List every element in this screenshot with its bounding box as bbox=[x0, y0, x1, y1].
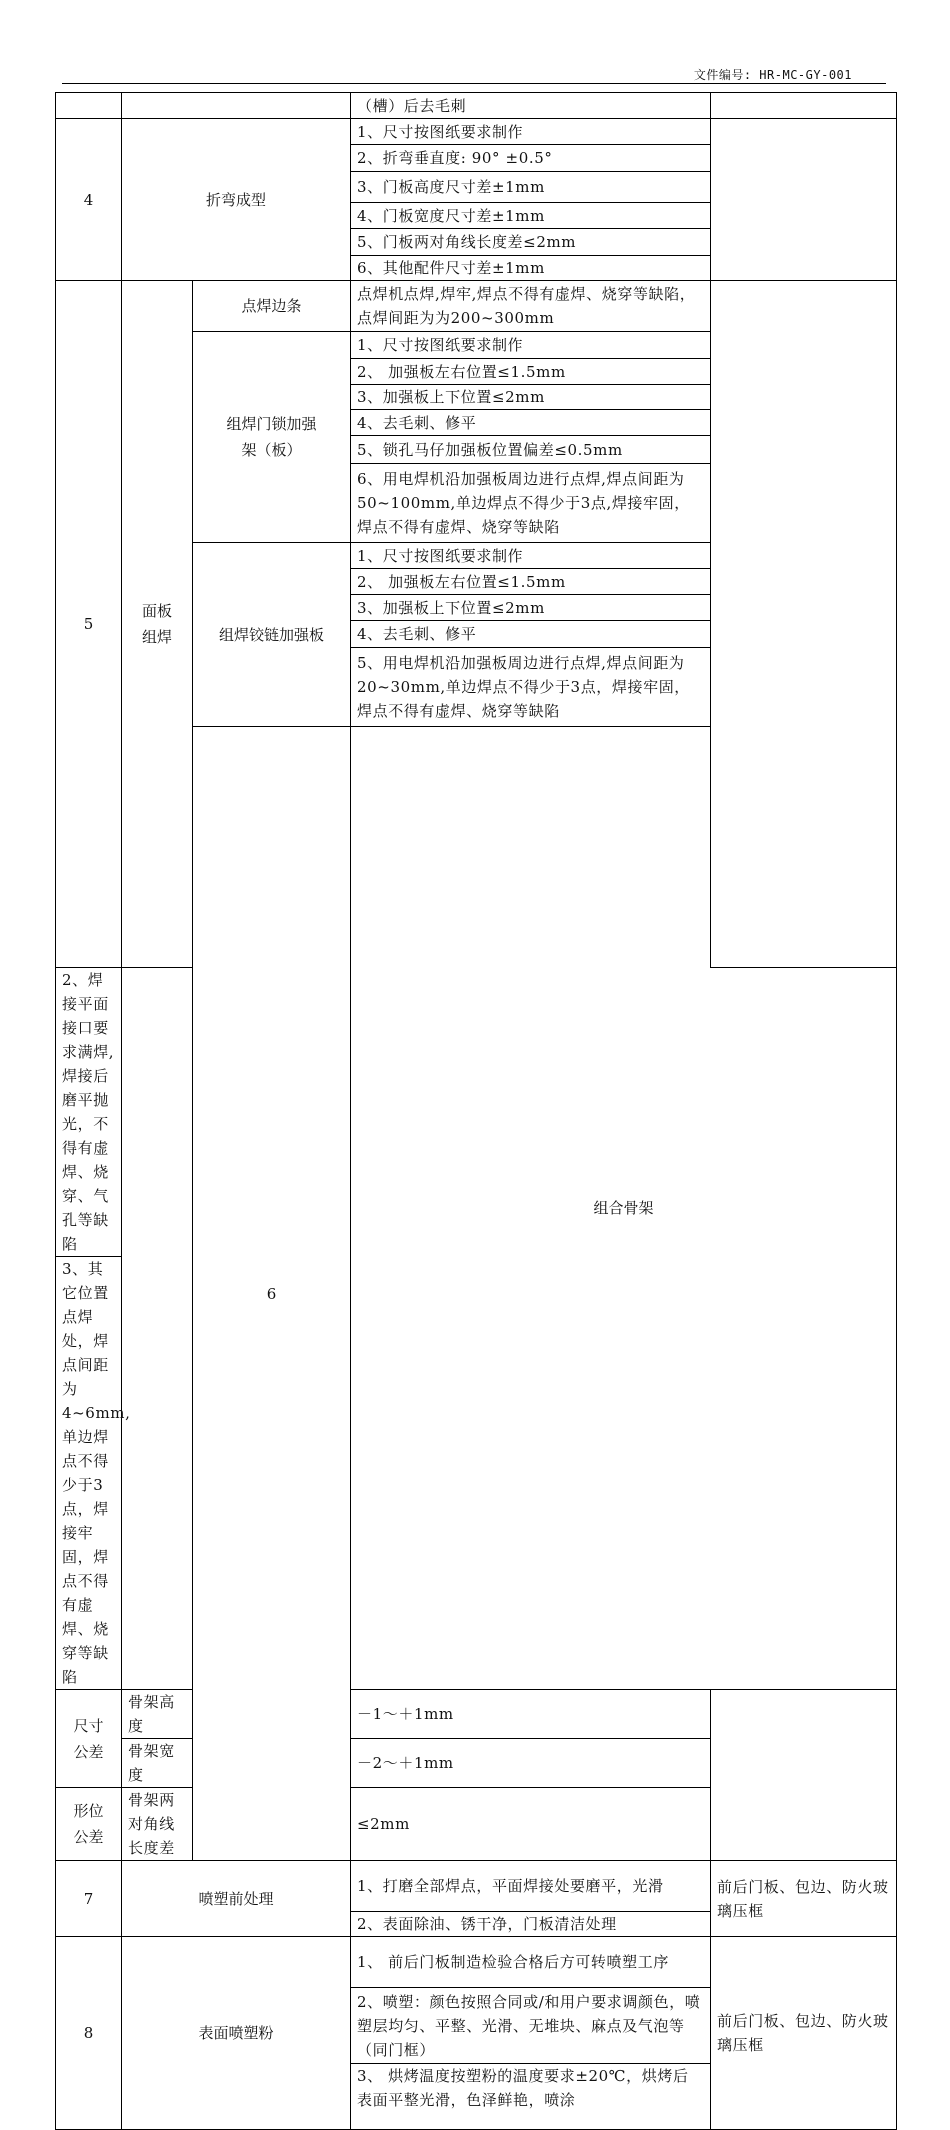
table-row bbox=[56, 93, 897, 119]
table-row bbox=[56, 1861, 897, 1912]
note-cell: 前后门板、包边、防火玻璃压框 bbox=[711, 1937, 897, 2130]
requirement-cell: 1、尺寸按图纸要求制作 bbox=[351, 332, 711, 359]
no-cell: 8 bbox=[56, 1937, 122, 2130]
requirement-cell: 2、 加强板左右位置≤1.5mm bbox=[351, 569, 711, 595]
requirement-cell: 1、尺寸按图纸要求制作 bbox=[351, 543, 711, 569]
requirement-cell: 2、表面除油、锈干净，门板清洁处理 bbox=[351, 1912, 711, 1937]
requirement-cell: 5、用电焊机沿加强板周边进行点焊,焊点间距为20~30mm,单边焊点不得少于3点，焊接牢固，焊点不得有虚焊、烧穿等缺陷 bbox=[351, 648, 711, 727]
requirement-cell: （槽）后去毛刺 bbox=[351, 93, 711, 119]
tolerance-value-cell: ≤2mm bbox=[351, 1788, 711, 1861]
process-cell: 折弯成型 bbox=[122, 119, 351, 281]
note-cell bbox=[711, 93, 897, 119]
document-number: 文件编号: HR-MC-GY-001 bbox=[693, 68, 852, 82]
requirement-cell: 3、加强板上下位置≤2mm bbox=[351, 595, 711, 621]
no-cell: 6 bbox=[193, 727, 351, 1861]
requirement-cell: 4、门板宽度尺寸差±1mm bbox=[351, 203, 711, 229]
no-cell: 4 bbox=[56, 119, 122, 281]
table-row bbox=[56, 119, 897, 145]
requirement-cell: 4、去毛刺、修平 bbox=[351, 410, 711, 436]
tolerance-item-cell: 骨架高度 bbox=[122, 1690, 193, 1739]
requirement-cell: 3、其它位置点焊处，焊点间距为4~6mm,单边焊点不得少于3点，焊接牢固，焊点不得有虚焊、烧穿等缺陷 bbox=[56, 1257, 122, 1690]
tolerance-value-cell: －2～＋1mm bbox=[351, 1739, 711, 1788]
requirement-cell: 3、加强板上下位置≤2mm bbox=[351, 385, 711, 410]
tolerance-type-label: 形位公差 bbox=[73, 1802, 104, 1846]
tolerance-type-cell bbox=[56, 1788, 122, 1861]
requirement-cell: 6、用电焊机沿加强板周边进行点焊,焊点间距为50~100mm,单边焊点不得少于3点,焊接牢固，焊点不得有虚焊、烧穿等缺陷 bbox=[351, 464, 711, 543]
requirement-cell: 5、锁孔马仔加强板位置偏差≤0.5mm bbox=[351, 436, 711, 464]
no-cell: 5 bbox=[56, 281, 122, 968]
tolerance-item-cell: 骨架两对角线长度差 bbox=[122, 1788, 193, 1861]
process-spec-table bbox=[55, 92, 897, 2130]
requirement-cell: 1、尺寸按图纸要求制作 bbox=[351, 119, 711, 145]
note-cell bbox=[711, 119, 897, 281]
no-cell: 7 bbox=[56, 1861, 122, 1937]
requirement-cell: 2、折弯垂直度: 90° ±0.5° bbox=[351, 145, 711, 172]
note-cell: 前后门板、包边、防火玻璃压框 bbox=[711, 1861, 897, 1937]
requirement-cell: 3、 烘烤温度按塑粉的温度要求±20℃，烘烤后表面平整光滑，色泽鲜艳，喷涂 bbox=[351, 2064, 711, 2130]
requirement-cell: 2、 加强板左右位置≤1.5mm bbox=[351, 359, 711, 385]
requirement-cell: 3、门板高度尺寸差±1mm bbox=[351, 172, 711, 203]
tolerance-value-cell: －1～＋1mm bbox=[351, 1690, 711, 1739]
requirement-cell: 5、门板两对角线长度差≤2mm bbox=[351, 229, 711, 256]
no-cell bbox=[56, 93, 122, 119]
requirement-cell: 4、去毛刺、修平 bbox=[351, 621, 711, 648]
requirement-cell: 2、喷塑：颜色按照合同或/和用户要求调颜色，喷塑层均匀、平整、光滑、无堆块、麻点及气泡等（同门框） bbox=[351, 1988, 711, 2064]
table-row bbox=[56, 1937, 897, 1988]
header-rule bbox=[62, 83, 886, 84]
process-cell bbox=[122, 93, 351, 119]
group-cell bbox=[122, 281, 193, 968]
tolerance-type-cell bbox=[56, 1690, 122, 1788]
requirement-cell: 点焊机点焊,焊牢,焊点不得有虚焊、烧穿等缺陷，点焊间距为为200~300mm bbox=[351, 281, 711, 332]
process-cell: 组合骨架 bbox=[351, 727, 897, 1690]
requirement-cell: 2、焊接平面接口要求满焊,焊接后磨平抛光，不得有虚焊、烧穿、气孔等缺陷 bbox=[56, 968, 122, 1257]
table-row bbox=[56, 281, 897, 332]
group-label: 面板组焊 bbox=[141, 602, 172, 646]
subprocess-label: 组焊门锁加强架（板） bbox=[226, 415, 317, 459]
subprocess-cell bbox=[193, 332, 351, 543]
tolerance-type-label: 尺寸公差 bbox=[73, 1716, 104, 1761]
tolerance-item-cell: 骨架宽度 bbox=[122, 1739, 193, 1788]
requirement-cell: 6、其他配件尺寸差±1mm bbox=[351, 256, 711, 281]
requirement-cell: 1、 前后门板制造检验合格后方可转喷塑工序 bbox=[351, 1937, 711, 1988]
process-cell: 表面喷塑粉 bbox=[122, 1937, 351, 2130]
process-cell: 喷塑前处理 bbox=[122, 1861, 351, 1937]
subprocess-cell: 点焊边条 bbox=[193, 281, 351, 332]
subprocess-cell: 组焊铰链加强板 bbox=[193, 543, 351, 727]
requirement-cell: 1、打磨全部焊点，平面焊接处要磨平，光滑 bbox=[351, 1861, 711, 1912]
